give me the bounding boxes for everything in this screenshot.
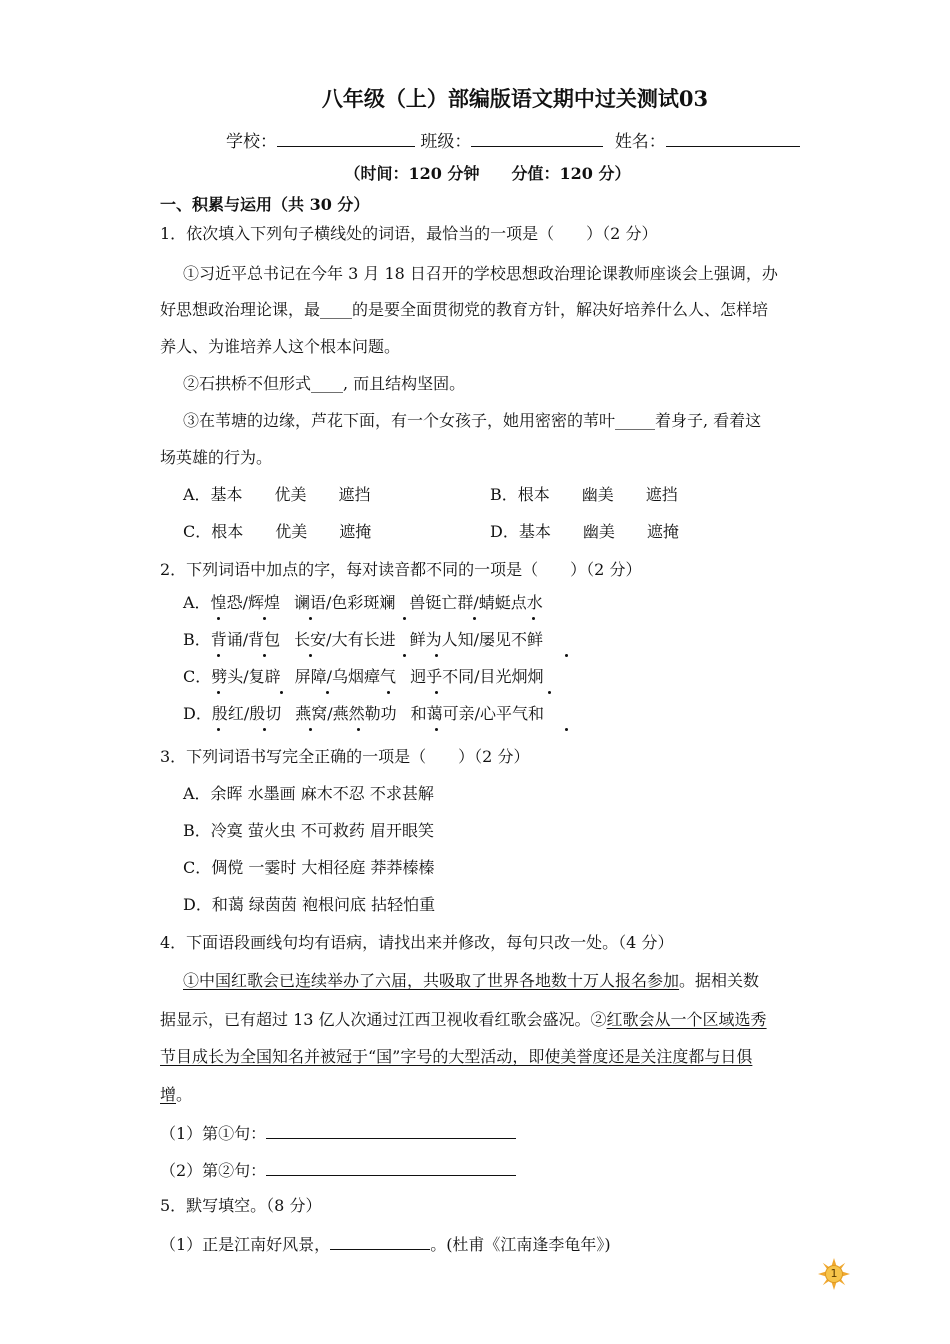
- q2-word-pair: 谰语/色彩斑斓: [293, 593, 396, 612]
- q5-line-1-blank[interactable]: [330, 1233, 430, 1250]
- q1-option-d[interactable]: D．基本 幽美 遮掩: [490, 522, 679, 541]
- q2-word-pair: 兽铤亡群/蜻蜓点水: [409, 593, 543, 612]
- q4-answer-1: [160, 1122, 516, 1144]
- q2-word-pair: 长安/大有长进: [294, 630, 396, 649]
- name-blank[interactable]: [666, 130, 800, 147]
- q2-option-label: A．: [183, 593, 211, 612]
- q2-option-c[interactable]: [183, 667, 543, 687]
- q3-option-b[interactable]: B．冷寞 萤火虫 不可救药 眉开眼笑: [183, 821, 435, 840]
- q3-option-a[interactable]: A．余晖 水墨画 麻木不忍 不求甚解: [183, 784, 434, 803]
- question-5-stem: 5．默写填空。（8 分）: [160, 1196, 322, 1215]
- q2-word-pair: 背诵/背包: [210, 630, 281, 649]
- question-3-stem: 3．下列词语书写完全正确的一项是（ ）（2 分）: [160, 747, 530, 766]
- q2-option-a[interactable]: [183, 593, 543, 613]
- q2-word-pair: 燕窝/燕然勒功: [295, 704, 397, 723]
- page-number-badge: [818, 1258, 850, 1290]
- question-2-stem: 2．下列词语中加点的字，每对读音都不同的一项是（ ）（2 分）: [160, 560, 642, 579]
- q5-line-1-source: 。(杜甫《江南逢李龟年》): [430, 1235, 611, 1254]
- q1-sentence-3-line-2: 场英雄的行为。: [160, 448, 273, 467]
- class-label: 班级：: [420, 132, 472, 152]
- q2-option-label: B．: [183, 630, 211, 649]
- q3-option-c[interactable]: C．倜傥 一霎时 大相径庭 莽莽榛榛: [183, 858, 435, 877]
- q2-option-b[interactable]: [183, 630, 543, 650]
- q4-passage-line-1: [183, 971, 759, 991]
- q4-underlined-sentence-2: 红歌会从一个区域选秀: [606, 1010, 767, 1029]
- q1-sentence-1-line-1: ①习近平总书记在今年 3 月 18 日召开的学校思想政治理论课教师座谈会上强调，办: [183, 264, 778, 283]
- q2-word-pair: 迥乎不同/目光炯炯: [410, 667, 544, 686]
- q4-passage-text: 据显示，已有超过 13 亿人次通过江西卫视收看红歌会盛况。②: [160, 1010, 607, 1029]
- q5-line-1-text: （1）正是江南好风景，: [160, 1235, 331, 1254]
- page-number: 1: [830, 1267, 838, 1280]
- q1-sentence-1-line-2: 好思想政治理论课，最____的是要全面贯彻党的教育方针，解决好培养什么人、怎样培: [160, 300, 769, 319]
- q1-sentence-2: ②石拱桥不但形式____, 而且结构坚固。: [183, 374, 466, 393]
- question-4-stem: 4．下面语段画线句均有语病，请找出来并修改，每句只改一处。（4 分）: [160, 933, 674, 952]
- q5-line-1: [160, 1233, 611, 1255]
- question-1-stem: 1．依次填入下列句子横线处的词语，最恰当的一项是（ ）（2 分）: [160, 224, 658, 243]
- school-label: 学校：: [226, 132, 277, 152]
- exam-time-score: （时间：120 分钟 分值：120 分）: [344, 164, 631, 183]
- q2-word-pair: 劈头/复辟: [211, 667, 281, 686]
- q4-underlined-sentence-2-cont: 节目成长为全国知名并被冠于“国”字号的大型活动，即使美誉度还是关注度都与日俱: [160, 1047, 753, 1066]
- q3-option-d[interactable]: D．和蔼 绿茵茵 袍根问底 拈轻怕重: [183, 895, 436, 914]
- q2-word-pair: 和蔼可亲/心平气和: [410, 704, 545, 723]
- q4-passage-line-2: [160, 1010, 767, 1030]
- q1-sentence-1-line-3: 养人、为谁培养人这个根本问题。: [160, 337, 401, 356]
- q4-passage-text: 。据相关数: [679, 971, 760, 990]
- name-label: 姓名：: [614, 132, 666, 152]
- q2-word-pair: 鲜为人知/屡见不鲜: [409, 630, 543, 649]
- q4-answer-2: [160, 1159, 516, 1181]
- q4-underlined-sentence-1: ①中国红歌会已连续举办了六届，共吸取了世界各地数十万人报名参加: [183, 971, 680, 990]
- school-blank[interactable]: [277, 130, 415, 147]
- page-title: 八年级（上）部编版语文期中过关测试03: [321, 86, 709, 111]
- q1-option-b[interactable]: B．根本 幽美 遮挡: [490, 485, 678, 504]
- q4-passage-line-3: [160, 1047, 752, 1067]
- q2-option-label: D．: [183, 704, 212, 723]
- q1-option-c[interactable]: C．根本 优美 遮掩: [183, 522, 372, 541]
- q4-passage-line-4: [160, 1085, 192, 1105]
- section-heading: 一、积累与运用（共 30 分）: [160, 195, 370, 214]
- q4-passage-text: 。: [176, 1085, 193, 1104]
- q4-underlined-sentence-2-end: 增: [160, 1085, 177, 1104]
- student-info-line: [226, 130, 800, 153]
- q4-answer-2-label: （2）第②句：: [160, 1161, 267, 1180]
- q1-option-a[interactable]: A．基本 优美 遮挡: [183, 485, 371, 504]
- q1-sentence-3-line-1: ③在苇塘的边缘，芦花下面，有一个女孩子，她用密密的苇叶_____着身子, 看着这: [183, 411, 762, 430]
- q2-option-label: C．: [183, 667, 212, 686]
- class-blank[interactable]: [471, 130, 603, 147]
- q4-answer-2-blank[interactable]: [266, 1159, 516, 1176]
- q2-word-pair: 惶恐/辉煌: [210, 593, 280, 612]
- q2-word-pair: 屏障/乌烟瘴气: [294, 667, 397, 686]
- q2-option-d[interactable]: [183, 704, 544, 724]
- q4-answer-1-blank[interactable]: [266, 1122, 516, 1139]
- q4-answer-1-label: （1）第①句：: [160, 1124, 267, 1143]
- q2-word-pair: 殷红/殷切: [211, 704, 282, 723]
